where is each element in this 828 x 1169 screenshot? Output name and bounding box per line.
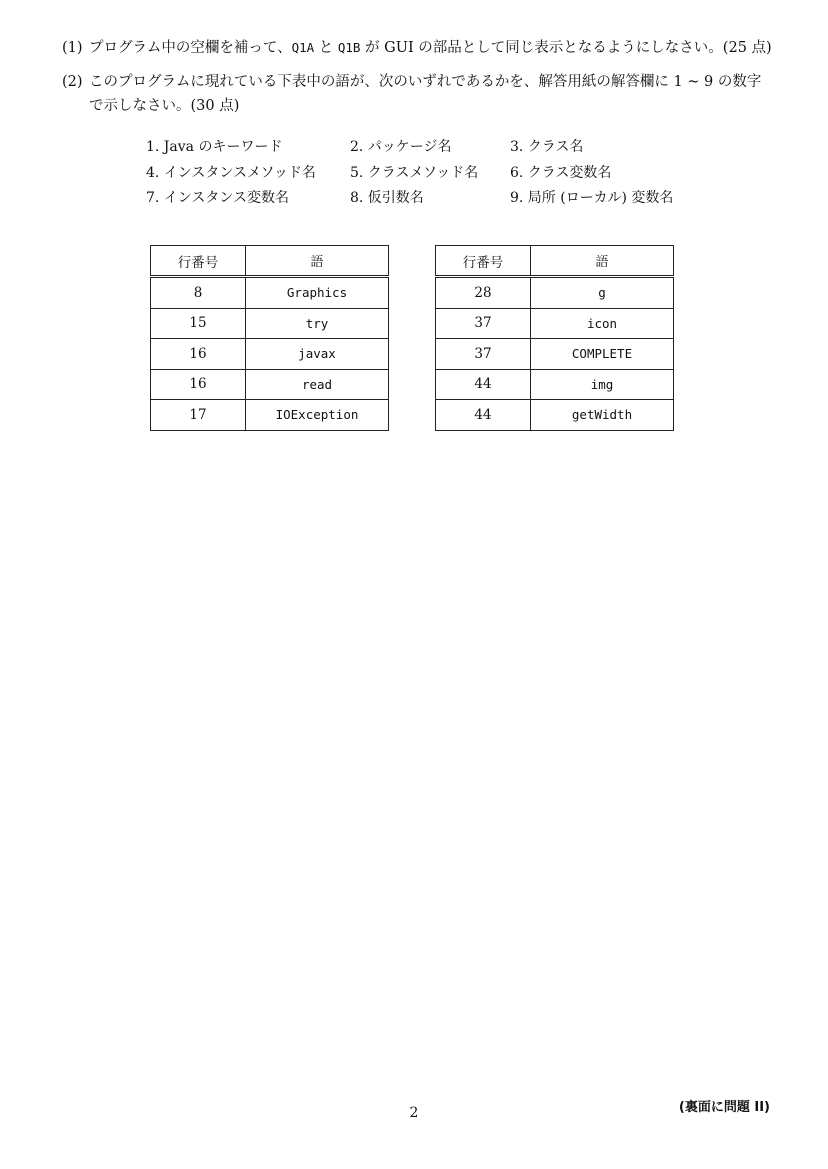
line-number-cell: 15 [151, 308, 246, 339]
table-row [436, 308, 674, 339]
table-row [151, 308, 389, 339]
choice-item: 3. クラス名 [510, 139, 584, 155]
word-cell: try [246, 308, 389, 339]
word-cell: read [246, 369, 389, 400]
word-table-right [435, 245, 674, 431]
question-1-text: プログラム中の空欄を補って、Q1A と Q1B が GUI の部品として同じ表示となるようにしなさい。(25 点) [89, 40, 772, 56]
line-number-cell: 17 [151, 400, 246, 431]
header-word: 語 [531, 246, 674, 277]
line-number-cell: 44 [436, 369, 531, 400]
code-q1a: Q1A [291, 40, 315, 55]
table-header-row [151, 246, 389, 277]
table-row [151, 369, 389, 400]
line-number-cell: 16 [151, 369, 246, 400]
word-cell: javax [246, 339, 389, 370]
choice-item: 2. パッケージ名 [350, 139, 452, 155]
table-row [151, 400, 389, 431]
word-cell: icon [531, 308, 674, 339]
table-row [151, 277, 389, 309]
page-number: 2 [409, 1105, 419, 1121]
code-q1b: Q1B [337, 40, 361, 55]
line-number-cell: 37 [436, 339, 531, 370]
question-2-text: このプログラムに現れている下表中の語が、次のいずれであるかを、解答用紙の解答欄に 1 ~ 9 の数字で示しなさい。(30 点) [89, 74, 762, 114]
choice-item: 4. インスタンスメソッド名 [146, 164, 316, 181]
line-number-cell: 44 [436, 400, 531, 431]
header-line-number: 行番号 [436, 246, 531, 277]
choice-row [146, 162, 706, 188]
choice-item: 6. クラス変数名 [510, 164, 612, 181]
choice-item: 7. インスタンス変数名 [146, 190, 289, 206]
word-cell: getWidth [531, 400, 674, 431]
choice-item: 8. 仮引数名 [350, 190, 424, 206]
line-number-cell: 16 [151, 339, 246, 370]
question-2 [62, 70, 774, 118]
table-header-row [436, 246, 674, 277]
table-row [436, 400, 674, 431]
choice-row [146, 187, 706, 213]
back-page-note: (裏面に問題 II) [678, 1100, 770, 1115]
choice-list [146, 136, 706, 213]
table-row [436, 277, 674, 309]
table-row [151, 339, 389, 370]
choice-item: 1. Java のキーワード [146, 139, 283, 155]
question-1 [62, 36, 774, 60]
question-1-number: (1) [62, 40, 83, 56]
header-line-number: 行番号 [151, 246, 246, 277]
word-cell: COMPLETE [531, 339, 674, 370]
line-number-cell: 8 [151, 277, 246, 309]
word-table-left [150, 245, 389, 431]
question-2-number: (2) [62, 74, 83, 90]
choice-item: 5. クラスメソッド名 [350, 164, 479, 181]
choice-item: 9. 局所 (ローカル) 変数名 [510, 190, 674, 206]
header-word: 語 [246, 246, 389, 277]
line-number-cell: 28 [436, 277, 531, 309]
word-cell: Graphics [246, 277, 389, 309]
table-row [436, 369, 674, 400]
table-row [436, 339, 674, 370]
line-number-cell: 37 [436, 308, 531, 339]
word-cell: img [531, 369, 674, 400]
choice-row [146, 136, 706, 162]
word-cell: IOException [246, 400, 389, 431]
word-cell: g [531, 277, 674, 309]
